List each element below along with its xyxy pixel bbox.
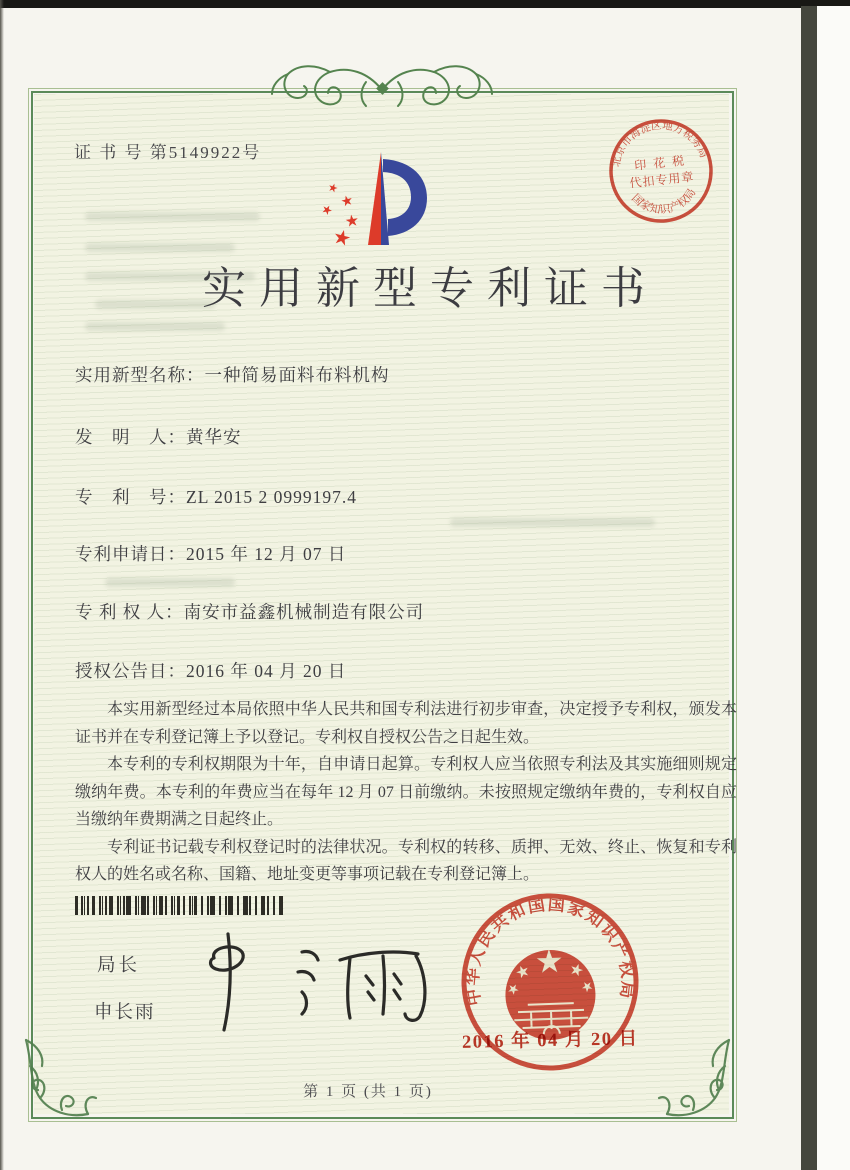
handwritten-signature-icon — [190, 930, 440, 1035]
field-inventor — [75, 424, 242, 449]
legal-text-block — [75, 696, 737, 889]
field-value: 一种简易面料布料机构 — [204, 365, 390, 385]
logo-stars-icon — [321, 182, 359, 246]
field-value: ZL 2015 2 0999197.4 — [186, 487, 357, 507]
field-patent-number — [75, 484, 357, 509]
seal-date: 2016 年 04 月 20 日 — [461, 1029, 639, 1053]
legal-paragraph-1: 本实用新型经过本局依照中华人民共和国专利法进行初步审查，决定授予专利权，颁发本证书并在专利登记簿上予以登记。专利权自授权公告之日起生效。 — [75, 701, 737, 746]
field-label: 专 利 号： — [75, 487, 186, 507]
tax-seal-center-line2: 代扣专用章 — [628, 169, 696, 191]
tax-seal-arc-top: 北京市海淀区地方税务局 — [611, 120, 709, 168]
field-label: 专利申请日： — [75, 544, 186, 564]
scan-edge-left — [0, 0, 4, 1170]
frame-top-flourish-ornament — [262, 60, 502, 118]
logo-spike-red — [368, 152, 381, 245]
field-label: 发 明 人： — [75, 427, 186, 447]
certificate-title: 实用新型专利证书 — [202, 264, 658, 313]
field-grant-date — [75, 658, 346, 683]
legal-paragraph-3: 专利证书记载专利权登记时的法律状况。专利权的转移、质押、无效、终止、恢复和专利权人的姓名或名称、国籍、地址变更等事项记载在专利登记簿上。 — [75, 838, 737, 883]
field-value: 南安市益鑫机械制造有限公司 — [183, 602, 425, 622]
field-patentee — [75, 599, 424, 624]
barcode — [75, 896, 285, 915]
sipo-logo — [315, 148, 450, 253]
field-label: 专 利 权 人： — [75, 602, 184, 622]
logo-p-loop — [383, 159, 427, 236]
scan-edge-top — [0, 0, 850, 8]
field-label: 实用新型名称： — [75, 365, 205, 385]
ghost-text-smudge — [85, 322, 225, 331]
certificate-number: 证 书 号 第5149922号 — [74, 143, 262, 162]
field-value: 黄华安 — [186, 427, 242, 447]
field-label: 授权公告日： — [75, 661, 186, 681]
scan-edge-right — [801, 6, 817, 1170]
page-footer: 第 1 页 (共 1 页) — [303, 1084, 433, 1100]
field-filing-date — [75, 541, 346, 566]
legal-paragraph-2: 本专利的专利权期限为十年，自申请日起算。专利权人应当依照专利法及其实施细则规定缴纳年费。本专利的年费应当在每年 12 月 07 日前缴纳。未按照规定缴纳年费的，专利权自应当缴纳年费期满之日起终止。 — [75, 756, 737, 828]
ghost-text-smudge — [85, 243, 235, 252]
stamp-tax-seal — [595, 105, 727, 237]
ghost-text-smudge — [85, 212, 260, 221]
sipo-seal-arc-text: 中华人民共和国国家知识产权局 — [462, 894, 638, 1008]
scan-background-right — [817, 6, 850, 1170]
ghost-text-smudge — [105, 578, 235, 587]
field-value: 2016 年 04 月 20 日 — [186, 661, 347, 681]
field-value: 2015 年 12 月 07 日 — [186, 544, 347, 564]
signer-name: 申长雨 — [94, 1003, 156, 1023]
tax-seal-center-line1: 印 花 税 — [633, 153, 687, 173]
tax-seal-arc-bottom: 国家知识产权局 — [629, 186, 699, 217]
field-utility-model-name — [75, 362, 390, 387]
signer-role: 局长 — [97, 956, 141, 976]
ghost-text-smudge — [450, 518, 655, 527]
